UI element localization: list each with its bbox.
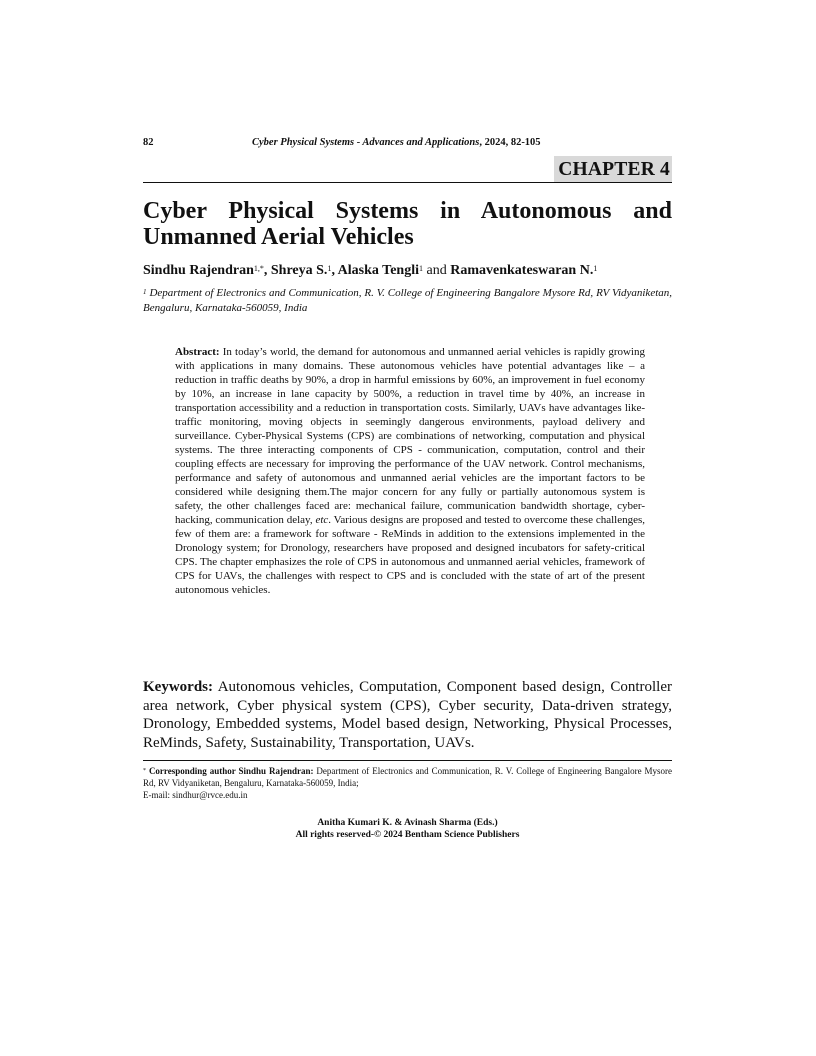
- abstract-label: Abstract:: [175, 346, 220, 358]
- footnote-label: Corresponding author Sindhu Rajendran:: [148, 766, 314, 776]
- editors-block: [143, 817, 672, 841]
- author-affil-mark: 1,*: [253, 264, 264, 273]
- affiliation-mark: 1: [143, 288, 147, 296]
- running-head: [143, 137, 672, 151]
- copyright-line: All rights reserved-© 2024 Bentham Science Publishers: [295, 830, 520, 840]
- author-name: Sindhu Rajendran: [143, 263, 254, 278]
- chapter-label: CHAPTER 4: [554, 156, 672, 183]
- abstract: [175, 345, 645, 597]
- author-separator: ,: [331, 263, 338, 278]
- keywords-label: Keywords:: [143, 679, 213, 695]
- footnote: [143, 765, 672, 801]
- keywords: [143, 678, 672, 752]
- chapter-divider: [143, 182, 672, 183]
- affiliation: [143, 286, 672, 316]
- journal-citation: , 2024, 82-105: [479, 137, 541, 148]
- editors-line: Anitha Kumari K. & Avinash Sharma (Eds.): [317, 818, 498, 828]
- journal-title: Cyber Physical Systems - Advances and Applications: [252, 137, 480, 148]
- footnote-text: Department of Electronics and Communication, R. V. College of Engineering Bangalore Mysore Rd, RV Vidyaniketan, Bengaluru, Karnataka-560059, India;: [143, 766, 672, 788]
- abstract-etc: etc: [315, 514, 329, 526]
- author-name: Ramavenkateswaran N.: [450, 263, 594, 278]
- abstract-text: In today’s world, the demand for autonomous and unmanned aerial vehicles is rapidly growing with applications in many domains. These autonomous vehicles have potential advantages like – a reduction in traffic deaths by 90%, a drop in harmful emissions by 60%, an improvement in fuel economy by 10%, an increase in lane capacity by 500%, a reduction in travel time by 40%, an increase in transportation accessibility and a reduction in transportation costs. Similarly, UAVs have advantages like- traffic monitoring, moving objects in seemingly dangerous environments, payload delivery and surveillance. Cyber-Physical Systems (CPS) are combinations of networking, computation and physical systems. The three interacting components of CPS - communication, computation, control and their coupling effects are necessary for improving the performance of the UAV network. Control mechanisms, performance and safety of autonomous and unmanned aerial vehicles are the important factors to be considered while designing them.The major concern for any fully or partially autonomous system is safety, the other challenges faced are: mechanical failure, communication bandwidth shortage, cyber-hacking, communication delay,: [175, 346, 645, 526]
- affiliation-text: Department of Electronics and Communication, R. V. College of Engineering Bangalore Mysore Rd, RV Vidyaniketan, Bengaluru, Karnataka-560059, India: [143, 287, 673, 314]
- footnote-email: E-mail: sindhur@rvce.edu.in: [143, 790, 248, 800]
- footnote-divider: [143, 760, 672, 761]
- page-number: 82: [143, 137, 154, 148]
- author-list: [143, 262, 672, 280]
- running-title: [252, 137, 541, 148]
- paper-title: Cyber Physical Systems in Autonomous and Unmanned Aerial Vehicles: [143, 198, 672, 250]
- author-affil-mark: 1: [327, 264, 332, 273]
- author-separator: ,: [263, 263, 271, 278]
- abstract-text-end: . Various designs are proposed and tested to overcome these challenges, few of them are: a framework for software - ReMinds in addition to the extensions implemented in the Dronology system; for Dronology, researchers have proposed and designed incubators for safety-critical CPS. The chapter emphasizes the role of CPS in autonomous and unmanned aerial vehicles, framework of CPS for UAVs, the challenges with respect to CPS and is concluded with the state of art of the present autonomous vehicles.: [175, 514, 645, 596]
- author-affil-mark: 1: [593, 264, 598, 273]
- author-affil-mark: 1: [419, 264, 423, 273]
- footnote-mark: *: [143, 768, 146, 774]
- keywords-text: Autonomous vehicles, Computation, Component based design, Controller area network, Cyber physical system (CPS), Cyber security, Data-driven strategy, Dronology, Embedded systems, Model based design, Networking, Physical Processes, ReMinds, Safety, Sustainability, Transportation, UAVs.: [143, 679, 672, 751]
- author-separator: and: [423, 263, 451, 278]
- author-name: Shreya S.: [270, 263, 328, 278]
- author-name: Alaska Tengli: [337, 263, 419, 278]
